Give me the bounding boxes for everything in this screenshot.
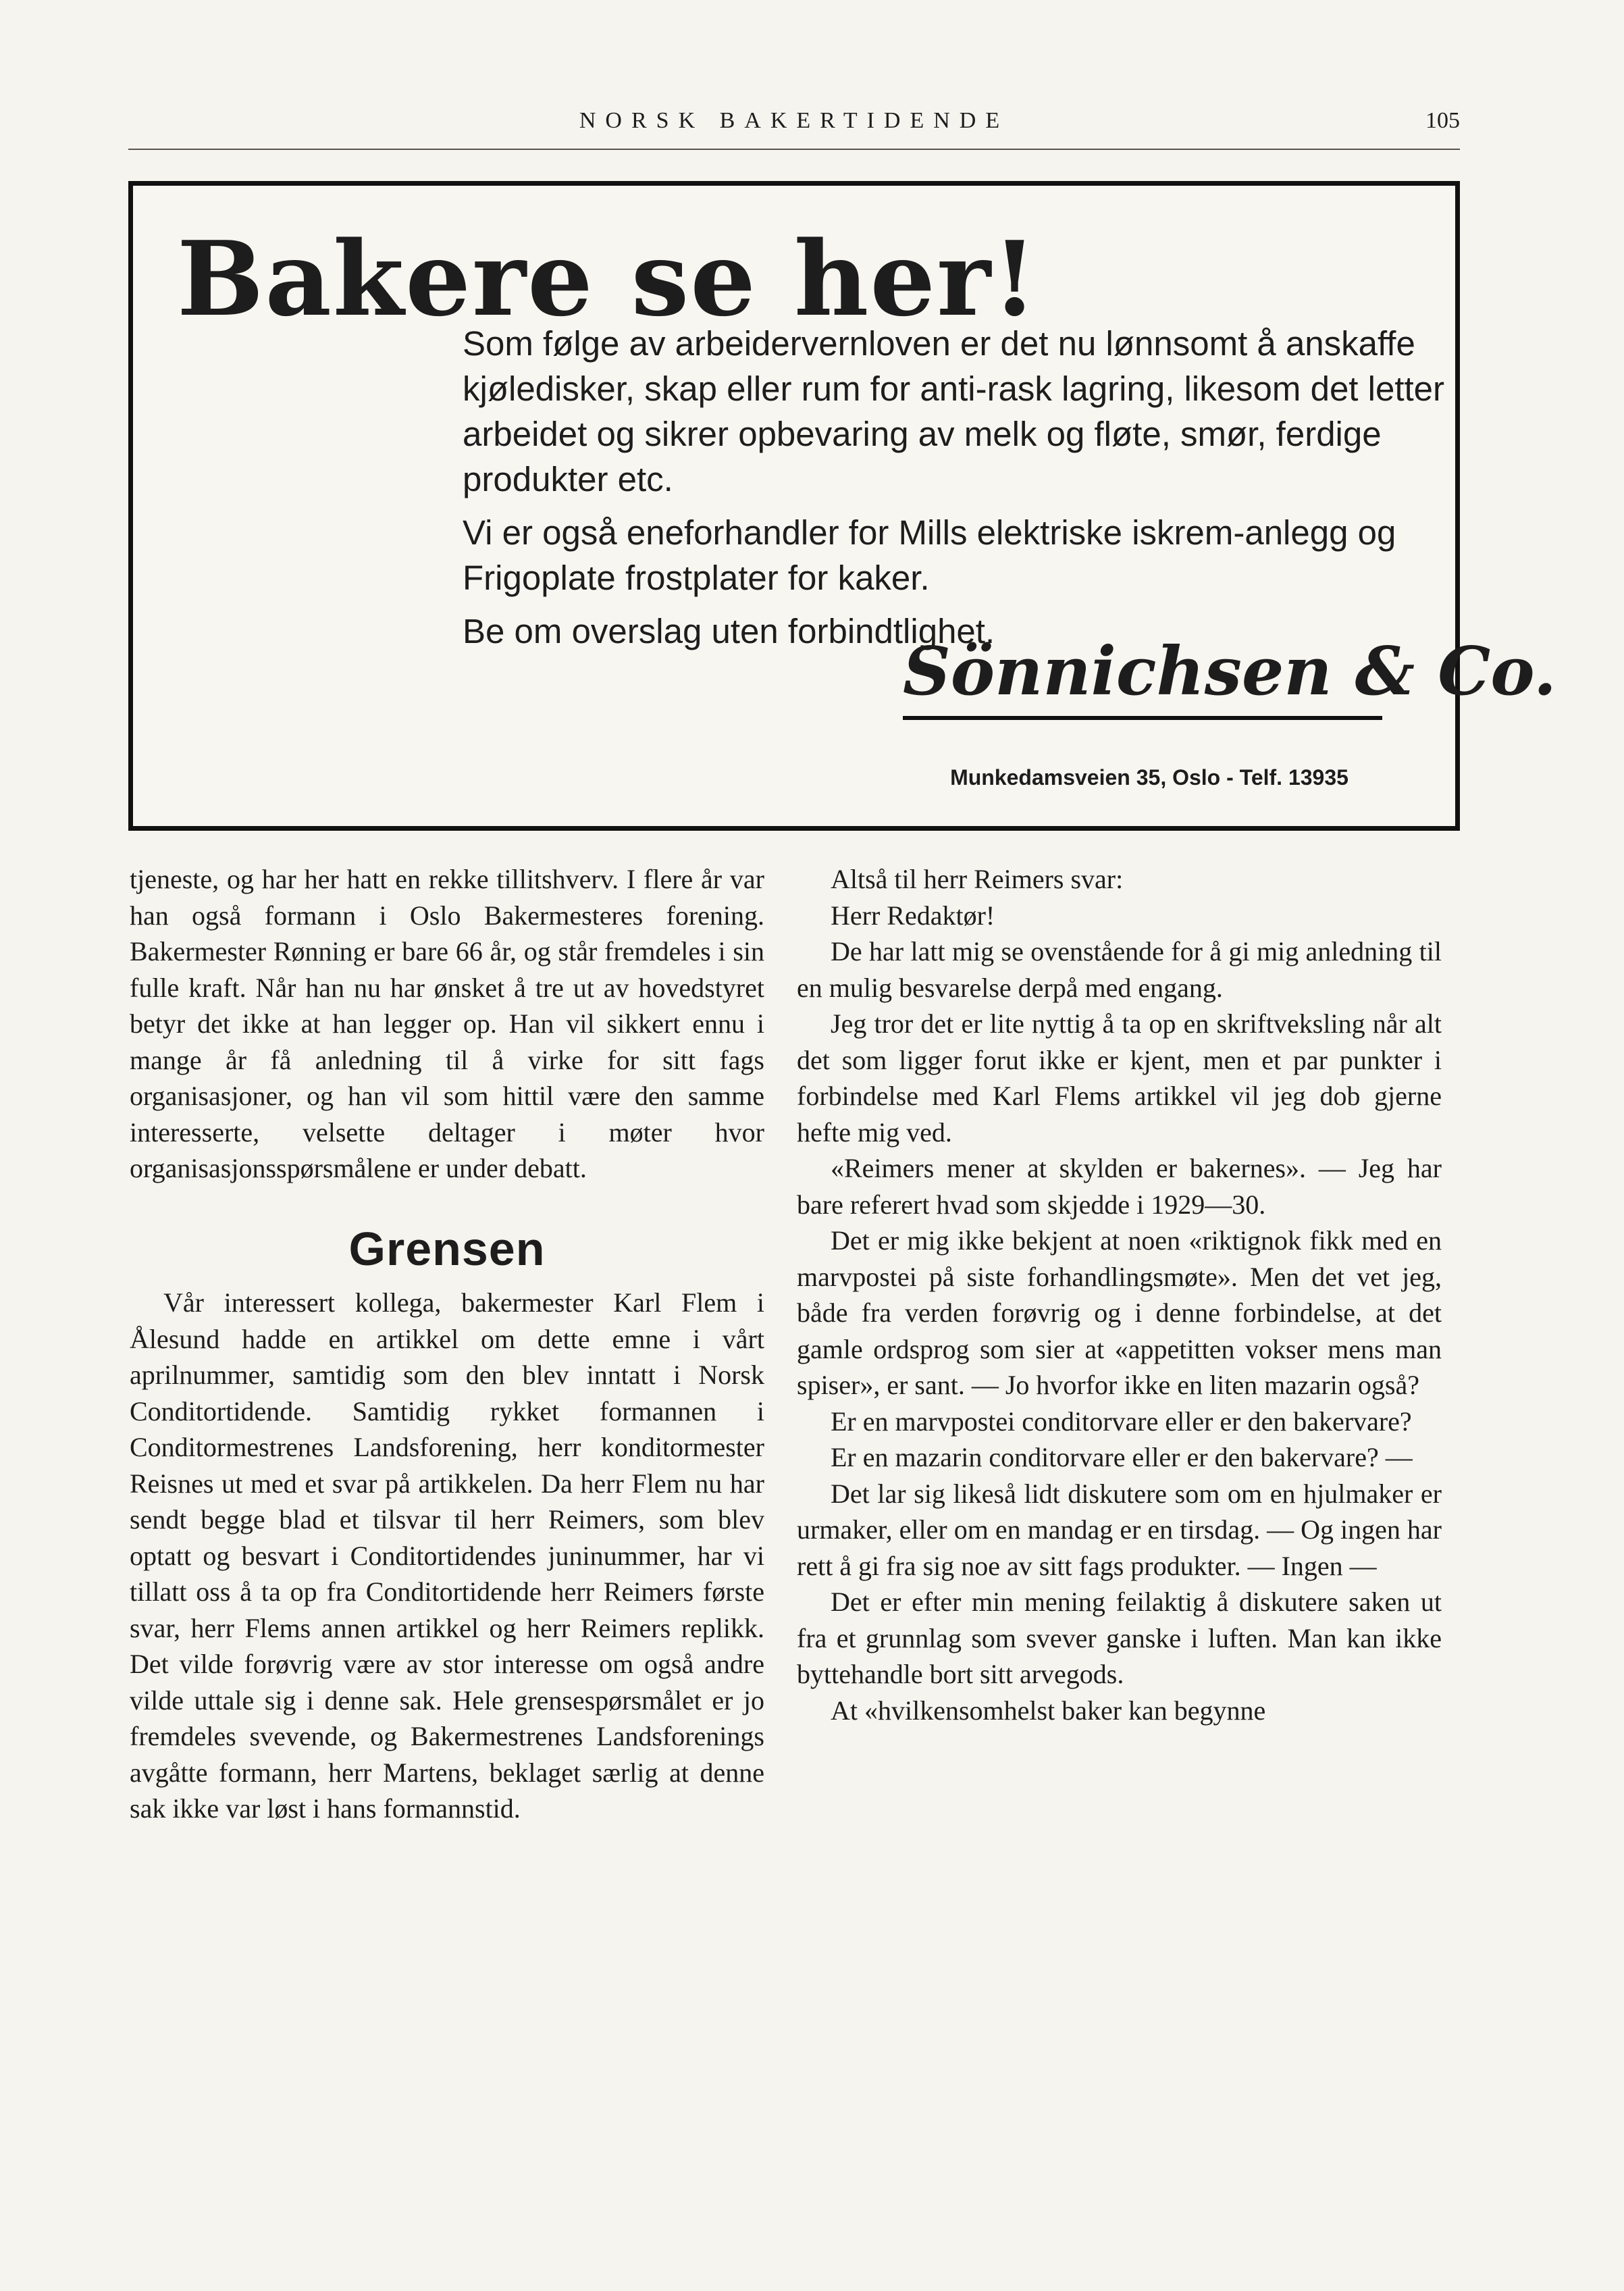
article-paragraph: Er en mazarin conditorvare eller er den bakervare? — [831,1442,1413,1472]
advertisement-box [128,181,1557,831]
left-column [130,861,764,1827]
ad-title: Bakere se her! [177,218,1039,339]
page-number: 105 [1425,108,1460,133]
article-heading: Grensen [348,1222,546,1275]
article-paragraph: Det er mig ikke bekjent at noen «riktignok fikk med en marvpostei på siste forhandlingsmøte». Men det vet jeg, både fra verden forøvrig og i denne forbindelse, at det gamle ordsprog som sier at «appetitten vokser mens man spiser», er sant. — Jo hvorfor ikke en liten mazarin også? [797,1225,1442,1400]
page-header [128,108,1460,150]
ad-paragraph: Som følge av arbeidervernloven er det nu lønnsomt å anskaffe kjøledisker, skap eller rum for anti-rask lagring, likesom det letter arbeidet og sikrer opbevaring av melk og fløte, smør, ferdige produkter etc. [463,324,1445,498]
article-paragraph: Det lar sig likeså lidt diskutere som om en hjulmaker er urmaker, eller om en mandag er en tirsdag. — Og ingen har rett å gi fra sig noe av sitt fags produkter. — Ingen — [797,1478,1442,1581]
article-paragraph: Er en marvpostei conditorvare eller er den bakervare? [831,1406,1412,1437]
article-paragraph: De har latt mig se ovenstående for å gi mig anledning til en mulig besvarelse derpå med engang. [797,936,1442,1003]
ad-paragraph: Vi er også eneforhandler for Mills elektriske iskrem-anlegg og Frigoplate frostplater for kaker. [463,513,1396,597]
article-paragraph: «Reimers mener at skylden er bakernes». — Jeg har bare referert hvad som skjedde i 1929—30. [797,1153,1442,1220]
article-paragraph: Altså til herr Reimers svar: [831,864,1124,894]
article-paragraph: Vår interessert kollega, bakermester Karl Flem i Ålesund hadde en artikkel om dette emne i vårt aprilnummer, samtidig som den blev inntatt i Norsk Conditortidende. Samtidig rykket formannen i Conditormestrenes Landsforening, herr konditormester Reisnes ut med et svar på artikkelen. Da herr Flem nu har sendt begge blad et tilsvar til herr Reimers, som blev optatt og besvart i Conditortidendes juninummer, har vi tillatt oss å ta op fra Conditortidende herr Reimers første svar, herr Flems annen artikkel og herr Reimers replikk. Det vilde forøvrig være av stor interesse om også andre vilde uttale sig i denne sak. Hele grensespørsmålet er jo fremdeles svevende, og Bakermestrenes Landsforenings avgåtte formann, herr Martens, beklaget særlig at denne sak ikke var løst i hans formannstid. [130,1287,764,1824]
article-paragraph: Herr Redaktør! [831,900,995,931]
article-paragraph: At «hvilkensomhelst baker kan begynne [831,1695,1266,1726]
ad-paragraph: Be om overslag uten forbindtlighet. [463,612,995,650]
article-paragraph: tjeneste, og har her hatt en rekke tillitshverv. I flere år var han også formann i Oslo Bakermesteres forening. Bakermester Rønning er bare 66 år, og står fremdeles i sin fulle kraft. Når han nu har ønsket å tre ut av hovedstyret betyr det ikke at han legger op. Han vil sikkert ennu i mange år få anledning til å virke for sitt fags organisasjoner, og han vil som hittil være den samme interesserte, velsette deltager i møter hvor organisasjonsspørsmålene er under debatt. [130,864,764,1183]
article-paragraph: Det er efter min mening feilaktig å diskutere saken ut fra et grunnlag som svever ganske i luften. Man kan ikke byttehandle bort sitt arvegods. [797,1587,1442,1689]
right-column [797,861,1442,1728]
company-address: Munkedamsveien 35, Oslo - Telf. 13935 [950,765,1348,790]
article-paragraph: Jeg tror det er lite nyttig å ta op en skriftveksling når alt det som ligger forut ikke er kjent, men et par punkter i forbindelse med Karl Flems artikkel vil jeg dob gjerne hefte mig ved. [797,1008,1442,1148]
ad-text [463,321,1455,662]
company-signature-logo: Sönnichsen & Co. [903,628,1382,720]
masthead: NORSK BAKERTIDENDE [579,108,1010,133]
